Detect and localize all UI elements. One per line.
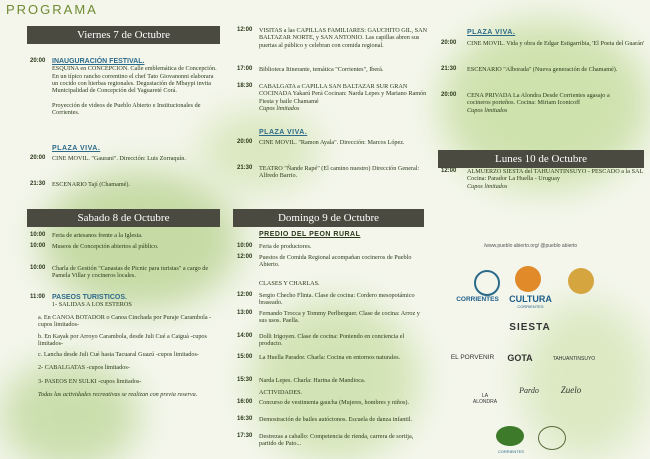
- header-viernes: Viernes 7 de Octubre: [27, 26, 220, 44]
- pardo-logo: Pardo: [519, 386, 539, 395]
- porvenir-logo: EL PORVENIR: [450, 354, 495, 361]
- shield-logo-icon: [474, 270, 500, 296]
- viernes-plaza-viva: PLAZA VIVA.: [52, 145, 101, 152]
- header-domingo: Domingo 9 de Octubre: [233, 209, 424, 227]
- cultura-logo: CULTURA CORRIENTES: [509, 293, 552, 309]
- corrientes-round-logo-icon: [496, 426, 524, 446]
- sun-logo-icon: [515, 266, 541, 292]
- domingo-predio: PREDIO DEL PEON RURAL: [259, 231, 361, 238]
- header-lunes: Lunes 10 de Octubre: [438, 150, 644, 168]
- corrientes-logo: CORRIENTES: [456, 296, 499, 303]
- col3-plaza-viva: PLAZA VIVA.: [467, 29, 516, 36]
- zuelo-logo: Zuelo: [560, 385, 582, 395]
- alondra-logo: LA ALONDRA: [472, 393, 498, 405]
- domingo-clases: CLASES Y CHARLAS.: [259, 280, 320, 287]
- gota-logo: GOTA: [507, 353, 533, 363]
- corrientes-logo-small: CORRIENTES: [497, 449, 525, 454]
- siesta-logo: SIESTA: [509, 322, 551, 333]
- seal-logo-icon: [568, 268, 594, 294]
- header-sabado: Sabado 8 de Octubre: [27, 209, 220, 227]
- doc-title: PROGRAMA: [6, 2, 98, 17]
- website-url: /www.pueblo abierto.org/ @pueblo abierto: [484, 243, 578, 249]
- col2-plaza-viva: PLAZA VIVA.: [259, 129, 308, 136]
- domingo-actividades: ACTIVIDADES.: [259, 389, 303, 396]
- corrientes-seal-logo-icon: [538, 426, 566, 450]
- sabado-r4-list: a. En CANOA BOTADOR o Canoa Cinchada por Puraje Carambola -cupos limitados- b. En Kayak por Arroyo Carambola, desde Juli Cué a Caiguá -cupos limitados- c. Lancha desde Juli Cué hasta Tacuaral Guazú -cupos limitados- 2- CABALGATAS -cupos limitados- 3- PASEOS EN SULKI -cupos limitados- Todas las actividades recreativas se realizan con previa reserva.: [38, 314, 212, 399]
- tahuantinsuyo-logo: TAHUANTINSUYO: [552, 356, 596, 362]
